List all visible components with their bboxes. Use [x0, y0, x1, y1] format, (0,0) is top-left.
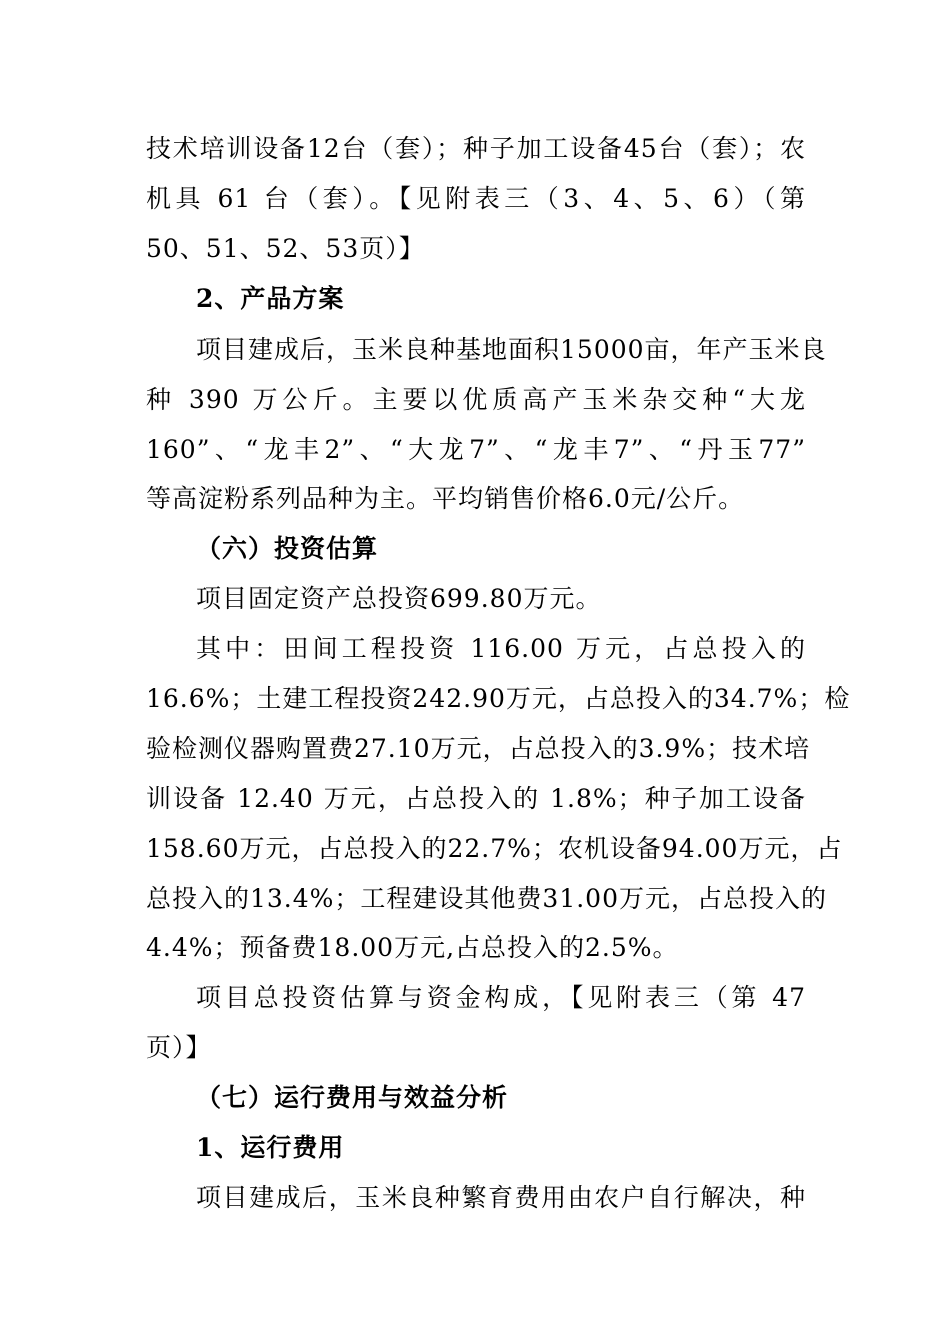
body-text-line: 种 390 万公斤。主要以优质高产玉米杂交种“大龙	[146, 385, 806, 414]
body-text-line: 其中：田间工程投资 116.00 万元，占总投入的	[196, 634, 806, 663]
body-text-line: 4.4%；预备费18.00万元,占总投入的2.5%。	[146, 933, 679, 962]
body-text-line: 项目建成后，玉米良种繁育费用由农户自行解决，种	[196, 1183, 806, 1212]
body-text-line: 项目总投资估算与资金构成，【见附表三（第 47	[196, 983, 806, 1012]
section-heading-operating-costs-benefits: （七）运行费用与效益分析	[196, 1083, 509, 1112]
body-text-line: 等高淀粉系列品种为主。平均销售价格6.0元/公斤。	[146, 484, 745, 513]
subsection-heading-operating-costs: 1、运行费用	[196, 1133, 345, 1162]
body-text-line: 16.6%；土建工程投资242.90万元，占总投入的34.7%；检	[146, 684, 851, 713]
body-text-line: 158.60万元，占总投入的22.7%；农机设备94.00万元，占	[146, 834, 843, 863]
body-text-line: 页）】	[146, 1033, 212, 1062]
body-text-line: 机具 61 台（套）。【见附表三（3、4、5、6）（第	[146, 184, 806, 213]
body-text-line: 50、51、52、53页）】	[146, 234, 425, 263]
body-text-line: 总投入的13.4%；工程建设其他费31.00万元，占总投入的	[146, 884, 827, 913]
body-text-line: 160”、“龙丰2”、“大龙7”、“龙丰7”、“丹玉77”	[146, 435, 806, 464]
body-text-line: 项目建成后，玉米良种基地面积15000亩，年产玉米良	[196, 335, 827, 364]
body-text-line: 验检测仪器购置费27.10万元，占总投入的3.9%；技术培	[146, 734, 811, 763]
body-text-line: 项目固定资产总投资699.80万元。	[196, 584, 602, 613]
section-heading-investment-estimate: （六）投资估算	[196, 534, 379, 563]
body-text-line: 训设备 12.40 万元，占总投入的 1.8%；种子加工设备	[146, 784, 806, 813]
body-text-line: 技术培训设备12台（套）；种子加工设备45台（套）；农	[146, 134, 806, 163]
section-heading-product-plan: 2、产品方案	[196, 284, 345, 313]
